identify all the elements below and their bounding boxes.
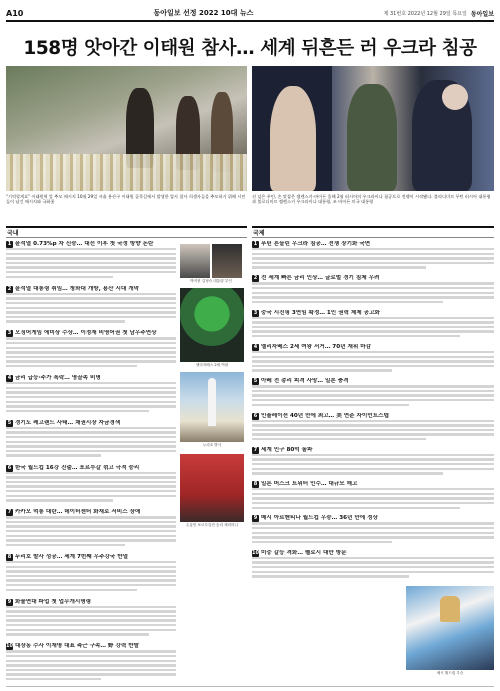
intl-article-title bbox=[252, 481, 494, 488]
masthead-right bbox=[384, 9, 494, 18]
intl-article-title bbox=[252, 378, 494, 385]
body-text-line bbox=[6, 525, 176, 527]
domestic-article-title bbox=[6, 643, 176, 650]
domestic-article-title bbox=[6, 599, 176, 606]
intl-article-body bbox=[252, 385, 494, 408]
body-text-line bbox=[252, 575, 409, 577]
domestic-article bbox=[6, 465, 176, 508]
body-text-line bbox=[6, 347, 176, 349]
domestic-article-title bbox=[6, 554, 176, 561]
body-text-line bbox=[6, 445, 176, 447]
zelensky-figure bbox=[347, 84, 397, 191]
body-text-line bbox=[6, 499, 113, 501]
body-text-line bbox=[6, 579, 176, 581]
body-text-line bbox=[6, 490, 176, 492]
body-text-line bbox=[6, 431, 176, 433]
edition-title: 동아일보 선정 2022 10대 뉴스 bbox=[153, 9, 254, 17]
body-text-line bbox=[252, 257, 494, 259]
body-text-line bbox=[6, 410, 149, 412]
intl-article-body bbox=[252, 282, 494, 305]
messi-photo-caption: 메시 월드컵 우승 bbox=[436, 671, 464, 675]
queen-photo-caption: 엘리자베스 2세 여왕 bbox=[195, 363, 229, 367]
domestic-article bbox=[6, 643, 176, 686]
domestic-article-headline: 대장동 수사 이재명 대표 측근 구속… 野 강력 반발 bbox=[15, 643, 140, 650]
body-text-line bbox=[6, 316, 176, 318]
domestic-section-label: 국내 bbox=[7, 230, 19, 237]
body-text-line bbox=[6, 624, 176, 626]
page-number: A10 bbox=[6, 8, 24, 18]
domestic-article-title bbox=[6, 420, 176, 427]
intl-article-title bbox=[252, 241, 494, 248]
body-text-line bbox=[252, 296, 494, 298]
intl-article-number: 4 bbox=[253, 343, 258, 350]
body-text-line bbox=[6, 382, 176, 384]
intl-article-number: 7 bbox=[253, 446, 258, 453]
body-text-line bbox=[6, 262, 176, 264]
body-text-line bbox=[6, 342, 176, 344]
body-text-line bbox=[6, 633, 149, 635]
intl-article-title bbox=[252, 447, 494, 454]
body-text-line bbox=[252, 365, 494, 367]
intl-article-body bbox=[252, 248, 494, 271]
body-text-line bbox=[6, 337, 176, 339]
domestic-article-headline: 화물연대 파업 첫 업무개시명령 bbox=[15, 598, 92, 605]
domestic-article bbox=[6, 599, 176, 642]
intl-article-body bbox=[252, 317, 494, 340]
body-text-line bbox=[252, 557, 494, 559]
body-text-line bbox=[6, 387, 176, 389]
body-text-line bbox=[6, 481, 176, 483]
right-caption-text: 선 넘은 푸틴, 손 맞잡은 젤렌스키-바이든 올해 2월 러시아의 우크라이나 침공으로 전쟁이 시작됐다. 블라디미르 푸틴 러시아 대통령과 볼로디미르 젤렌스키 우크라이나 대통령, 조 바이든 미국 대통령 bbox=[252, 194, 491, 205]
body-text-line bbox=[6, 521, 176, 523]
body-text-line bbox=[252, 502, 494, 504]
intl-article bbox=[252, 481, 494, 513]
domestic-article-body bbox=[6, 606, 176, 638]
body-text-line bbox=[252, 253, 494, 255]
body-text-line bbox=[252, 424, 494, 426]
intl-article-headline: 중국 시진핑 3연임 확정… 1인 권력 체제 공고화 bbox=[261, 309, 380, 316]
body-text-line bbox=[6, 539, 176, 541]
intl-article bbox=[252, 447, 494, 479]
domestic-article bbox=[6, 330, 176, 373]
domestic-article-title bbox=[6, 509, 176, 516]
body-text-line bbox=[252, 390, 494, 392]
rocket-photo-caption: 누리호 발사 bbox=[202, 443, 222, 447]
body-text-line bbox=[252, 463, 494, 465]
intl-article-headline: 인플레이션 40년 만에 최고… 美 연준 자이언트스텝 bbox=[261, 412, 389, 419]
body-text-line bbox=[252, 369, 392, 371]
intl-article-headline: 푸틴 흔들린 우크라 침공… 전쟁 장기화 국면 bbox=[261, 241, 371, 247]
domestic-article-body bbox=[6, 248, 176, 280]
intl-article-title bbox=[252, 413, 494, 420]
body-text-line bbox=[6, 570, 176, 572]
body-text-line bbox=[252, 454, 494, 456]
queen-photo bbox=[180, 288, 244, 362]
domestic-article-body bbox=[6, 561, 176, 593]
body-text-line bbox=[6, 360, 176, 362]
body-text-line bbox=[252, 356, 494, 358]
putin-figure bbox=[270, 86, 316, 191]
intl-article-body bbox=[252, 351, 494, 374]
body-text-line bbox=[252, 527, 494, 529]
body-text-line bbox=[6, 257, 176, 259]
domestic-article-headline: 윤석열 0.73%p 차 신승… 대선 이후 첫 국정 방향 논란 bbox=[15, 241, 154, 247]
body-text-line bbox=[252, 433, 494, 435]
body-text-line bbox=[252, 317, 494, 319]
body-text-line bbox=[252, 507, 460, 509]
intl-article-body bbox=[252, 454, 494, 477]
domestic-article-headline: 금리 급등·주가 폭락… 영끌족 비명 bbox=[15, 375, 101, 382]
intl-article-number: 5 bbox=[253, 378, 258, 385]
domestic-article-headline: 한국 월드컵 16강 진출… 포르투갈 꺾고 극적 승리 bbox=[15, 464, 140, 471]
body-text-line bbox=[6, 495, 176, 497]
intl-article-title bbox=[252, 275, 494, 282]
body-text-line bbox=[252, 326, 494, 328]
domestic-article-number: 8 bbox=[7, 553, 12, 560]
body-text-line bbox=[6, 664, 176, 666]
body-text-line bbox=[6, 436, 176, 438]
domestic-article-title bbox=[6, 286, 176, 293]
pair-photo-caption: 박지현 김정숙 대통령 부인 bbox=[190, 279, 232, 283]
intl-article-number: 9 bbox=[253, 515, 258, 522]
intl-article-number: 6 bbox=[253, 412, 258, 419]
domestic-article-headline: 윤석열 대통령 취임… 청와대 개방, 용산 시대 개막 bbox=[15, 285, 140, 292]
body-text-line bbox=[6, 476, 176, 478]
body-text-line bbox=[252, 301, 443, 303]
body-text-line bbox=[6, 427, 176, 429]
domestic-article-number: 10 bbox=[6, 643, 13, 650]
memorial-photo bbox=[6, 66, 247, 191]
domestic-article-number: 7 bbox=[7, 509, 12, 516]
intl-article-headline: 아베 전 총리 피격 사망… 일본 충격 bbox=[261, 378, 349, 385]
body-text-line bbox=[252, 497, 494, 499]
body-text-line bbox=[252, 394, 494, 396]
body-text-line bbox=[6, 472, 176, 474]
domestic-article-number: 1 bbox=[7, 241, 12, 247]
body-text-line bbox=[6, 650, 176, 652]
intl-article-headline: 미중 갈등 격화… 펠로시 대만 방문 bbox=[261, 549, 347, 556]
intl-article-title bbox=[252, 550, 494, 557]
domestic-article bbox=[6, 241, 176, 284]
body-text-line bbox=[6, 311, 176, 313]
body-text-line bbox=[6, 356, 176, 358]
intl-article-headline: 엘리자베스 2세 여왕 서거… 70년 재위 마감 bbox=[261, 343, 372, 350]
intl-article bbox=[252, 275, 494, 307]
intl-article-body bbox=[252, 522, 494, 545]
page-headline: 158명 앗아간 이태원 참사… 세계 뒤흔든 러 우크라 침공 bbox=[23, 38, 477, 59]
domestic-article-number: 5 bbox=[7, 419, 12, 426]
domestic-article bbox=[6, 554, 176, 597]
body-text-line bbox=[6, 454, 101, 456]
body-text-line bbox=[252, 404, 409, 406]
intl-article bbox=[252, 550, 494, 582]
body-text-line bbox=[6, 302, 176, 304]
intl-article bbox=[252, 310, 494, 342]
body-text-line bbox=[252, 566, 494, 568]
domestic-article-number: 3 bbox=[7, 330, 12, 337]
body-text-line bbox=[252, 472, 443, 474]
left-photo-caption bbox=[6, 194, 247, 216]
body-text-line bbox=[6, 485, 176, 487]
intl-article-number: 2 bbox=[253, 275, 258, 282]
body-text-line bbox=[6, 248, 176, 250]
body-text-line bbox=[6, 351, 176, 353]
body-text-line bbox=[6, 678, 101, 680]
intl-article bbox=[252, 413, 494, 445]
domestic-article-title bbox=[6, 465, 176, 472]
body-text-line bbox=[252, 262, 494, 264]
domestic-section-header bbox=[6, 226, 247, 238]
body-text-line bbox=[252, 335, 460, 337]
domestic-article-headline: 카카오 먹통 대란… 데이터센터 화재로 서비스 장애 bbox=[15, 509, 141, 516]
body-text-line bbox=[6, 276, 113, 278]
intl-article-headline: 전 세계 빠른 금리 인상… 글로벌 경기 침체 우려 bbox=[261, 275, 380, 282]
body-text-line bbox=[252, 292, 494, 294]
body-text-line bbox=[252, 468, 494, 470]
intl-article bbox=[252, 344, 494, 376]
rocket-shape bbox=[208, 378, 216, 426]
domestic-article-number: 6 bbox=[7, 464, 12, 471]
intl-article bbox=[252, 241, 494, 273]
brand-logo: 동아일보 bbox=[470, 10, 494, 18]
body-text-line bbox=[6, 589, 137, 591]
body-text-line bbox=[252, 360, 494, 362]
body-text-line bbox=[252, 282, 494, 284]
body-text-line bbox=[6, 566, 176, 568]
body-text-line bbox=[252, 458, 494, 460]
body-text-line bbox=[6, 615, 176, 617]
body-text-line bbox=[6, 405, 176, 407]
intl-article-number: 8 bbox=[253, 481, 258, 488]
body-text-line bbox=[252, 321, 494, 323]
body-text-line bbox=[6, 655, 176, 657]
intl-article-headline: 세계 인구 80억 돌파 bbox=[261, 446, 313, 453]
body-text-line bbox=[252, 399, 494, 401]
messi-photo bbox=[406, 586, 494, 670]
biden-head bbox=[442, 84, 468, 110]
body-text-line bbox=[6, 544, 125, 546]
masthead-rule bbox=[6, 20, 494, 22]
domestic-article bbox=[6, 286, 176, 329]
domestic-article-body bbox=[6, 650, 176, 682]
body-text-line bbox=[6, 396, 176, 398]
body-text-line bbox=[252, 248, 494, 250]
body-text-line bbox=[252, 429, 494, 431]
right-photo-caption bbox=[252, 194, 494, 216]
intl-article-body bbox=[252, 420, 494, 443]
domestic-article-title bbox=[6, 330, 176, 337]
intl-article-headline: 메시 아르헨티나 월드컵 우승… 36년 만에 정상 bbox=[261, 515, 378, 522]
body-text-line bbox=[252, 571, 494, 573]
domestic-article-body bbox=[6, 382, 176, 414]
body-text-line bbox=[252, 330, 494, 332]
domestic-article-number: 2 bbox=[7, 285, 12, 292]
person-photo-2 bbox=[212, 244, 242, 278]
worldcup-photo-caption: 손흥민 포르투갈전 승리 세리머니 bbox=[185, 523, 239, 527]
rocket-photo bbox=[180, 372, 244, 442]
body-text-line bbox=[6, 619, 176, 621]
domestic-article-body bbox=[6, 427, 176, 459]
flower-tributes bbox=[6, 154, 247, 191]
body-text-line bbox=[6, 293, 176, 295]
body-text-line bbox=[6, 297, 176, 299]
body-text-line bbox=[6, 606, 176, 608]
domestic-article bbox=[6, 420, 176, 463]
trophy-shape bbox=[440, 596, 460, 622]
domestic-article-number: 4 bbox=[7, 375, 12, 382]
dateline: 제 31번호 2022년 12월 29일 목요일 bbox=[383, 10, 467, 17]
domestic-article-body bbox=[6, 472, 176, 504]
body-text-line bbox=[252, 536, 494, 538]
body-text-line bbox=[252, 287, 494, 289]
body-text-line bbox=[252, 493, 494, 495]
international-section-label: 국제 bbox=[253, 230, 265, 237]
body-text-line bbox=[252, 438, 426, 440]
domestic-article bbox=[6, 375, 176, 418]
intl-article-body bbox=[252, 488, 494, 511]
body-text-line bbox=[6, 535, 176, 537]
body-text-line bbox=[6, 516, 176, 518]
body-text-line bbox=[252, 541, 392, 543]
body-text-line bbox=[252, 532, 494, 534]
domestic-article-body bbox=[6, 516, 176, 548]
domestic-article-body bbox=[6, 337, 176, 369]
body-text-line bbox=[6, 561, 176, 563]
body-text-line bbox=[252, 522, 494, 524]
domestic-article-title bbox=[6, 241, 176, 248]
body-text-line bbox=[252, 351, 494, 353]
body-text-line bbox=[6, 660, 176, 662]
domestic-article-headline: 오징어게임 에미상 수상… 이정재 비영어권 첫 남우주연상 bbox=[15, 330, 157, 337]
intl-article-number: 1 bbox=[253, 241, 258, 247]
intl-article bbox=[252, 378, 494, 410]
footer-rule bbox=[6, 686, 494, 687]
body-text-line bbox=[6, 320, 125, 322]
worldcup-photo bbox=[180, 454, 244, 522]
domestic-article-headline: 경기도 레고랜드 사태… 채권시장 자금경색 bbox=[15, 419, 121, 426]
body-text-line bbox=[6, 391, 176, 393]
domestic-article-body bbox=[6, 293, 176, 325]
body-text-line bbox=[6, 669, 176, 671]
body-text-line bbox=[252, 420, 494, 422]
international-section-header bbox=[252, 226, 494, 238]
body-text-line bbox=[252, 561, 494, 563]
masthead-bar bbox=[6, 6, 494, 20]
body-text-line bbox=[6, 253, 176, 255]
domestic-article bbox=[6, 509, 176, 552]
body-text-line bbox=[6, 401, 176, 403]
body-text-line bbox=[252, 385, 494, 387]
body-text-line bbox=[6, 629, 176, 631]
body-text-line bbox=[6, 530, 176, 532]
intl-article-number: 10 bbox=[252, 549, 259, 556]
intl-article-body bbox=[252, 557, 494, 580]
intl-article-number: 3 bbox=[253, 309, 258, 316]
body-text-line bbox=[6, 610, 176, 612]
leaders-photo bbox=[252, 66, 494, 191]
body-text-line bbox=[6, 584, 176, 586]
domestic-article-headline: 누리호 발사 성공… 세계 7번째 우주강국 반열 bbox=[15, 553, 129, 560]
intl-article-title bbox=[252, 515, 494, 522]
body-text-line bbox=[6, 673, 176, 675]
intl-article-title bbox=[252, 344, 494, 351]
intl-article bbox=[252, 515, 494, 547]
intl-article-title bbox=[252, 310, 494, 317]
person-photo-1 bbox=[180, 244, 210, 278]
intl-article-headline: 일론 머스크 트위터 인수… 대규모 해고 bbox=[261, 481, 358, 488]
body-text-line bbox=[252, 266, 426, 268]
body-text-line bbox=[6, 365, 137, 367]
domestic-article-number: 9 bbox=[7, 598, 12, 605]
domestic-article-title bbox=[6, 375, 176, 382]
left-caption-text: "기억할게요" 이태원역 앞 추모 메시지 10월 29일 서울 용산구 이태원 골목길에서 발생한 압사 참사 희생자들을 추모하기 위해 시민들이 남긴 메시지와 국화꽃 bbox=[6, 194, 246, 205]
body-text-line bbox=[6, 307, 176, 309]
body-text-line bbox=[6, 441, 176, 443]
body-text-line bbox=[6, 271, 176, 273]
body-text-line bbox=[252, 488, 494, 490]
body-text-line bbox=[6, 450, 176, 452]
body-text-line bbox=[6, 575, 176, 577]
body-text-line bbox=[6, 266, 176, 268]
